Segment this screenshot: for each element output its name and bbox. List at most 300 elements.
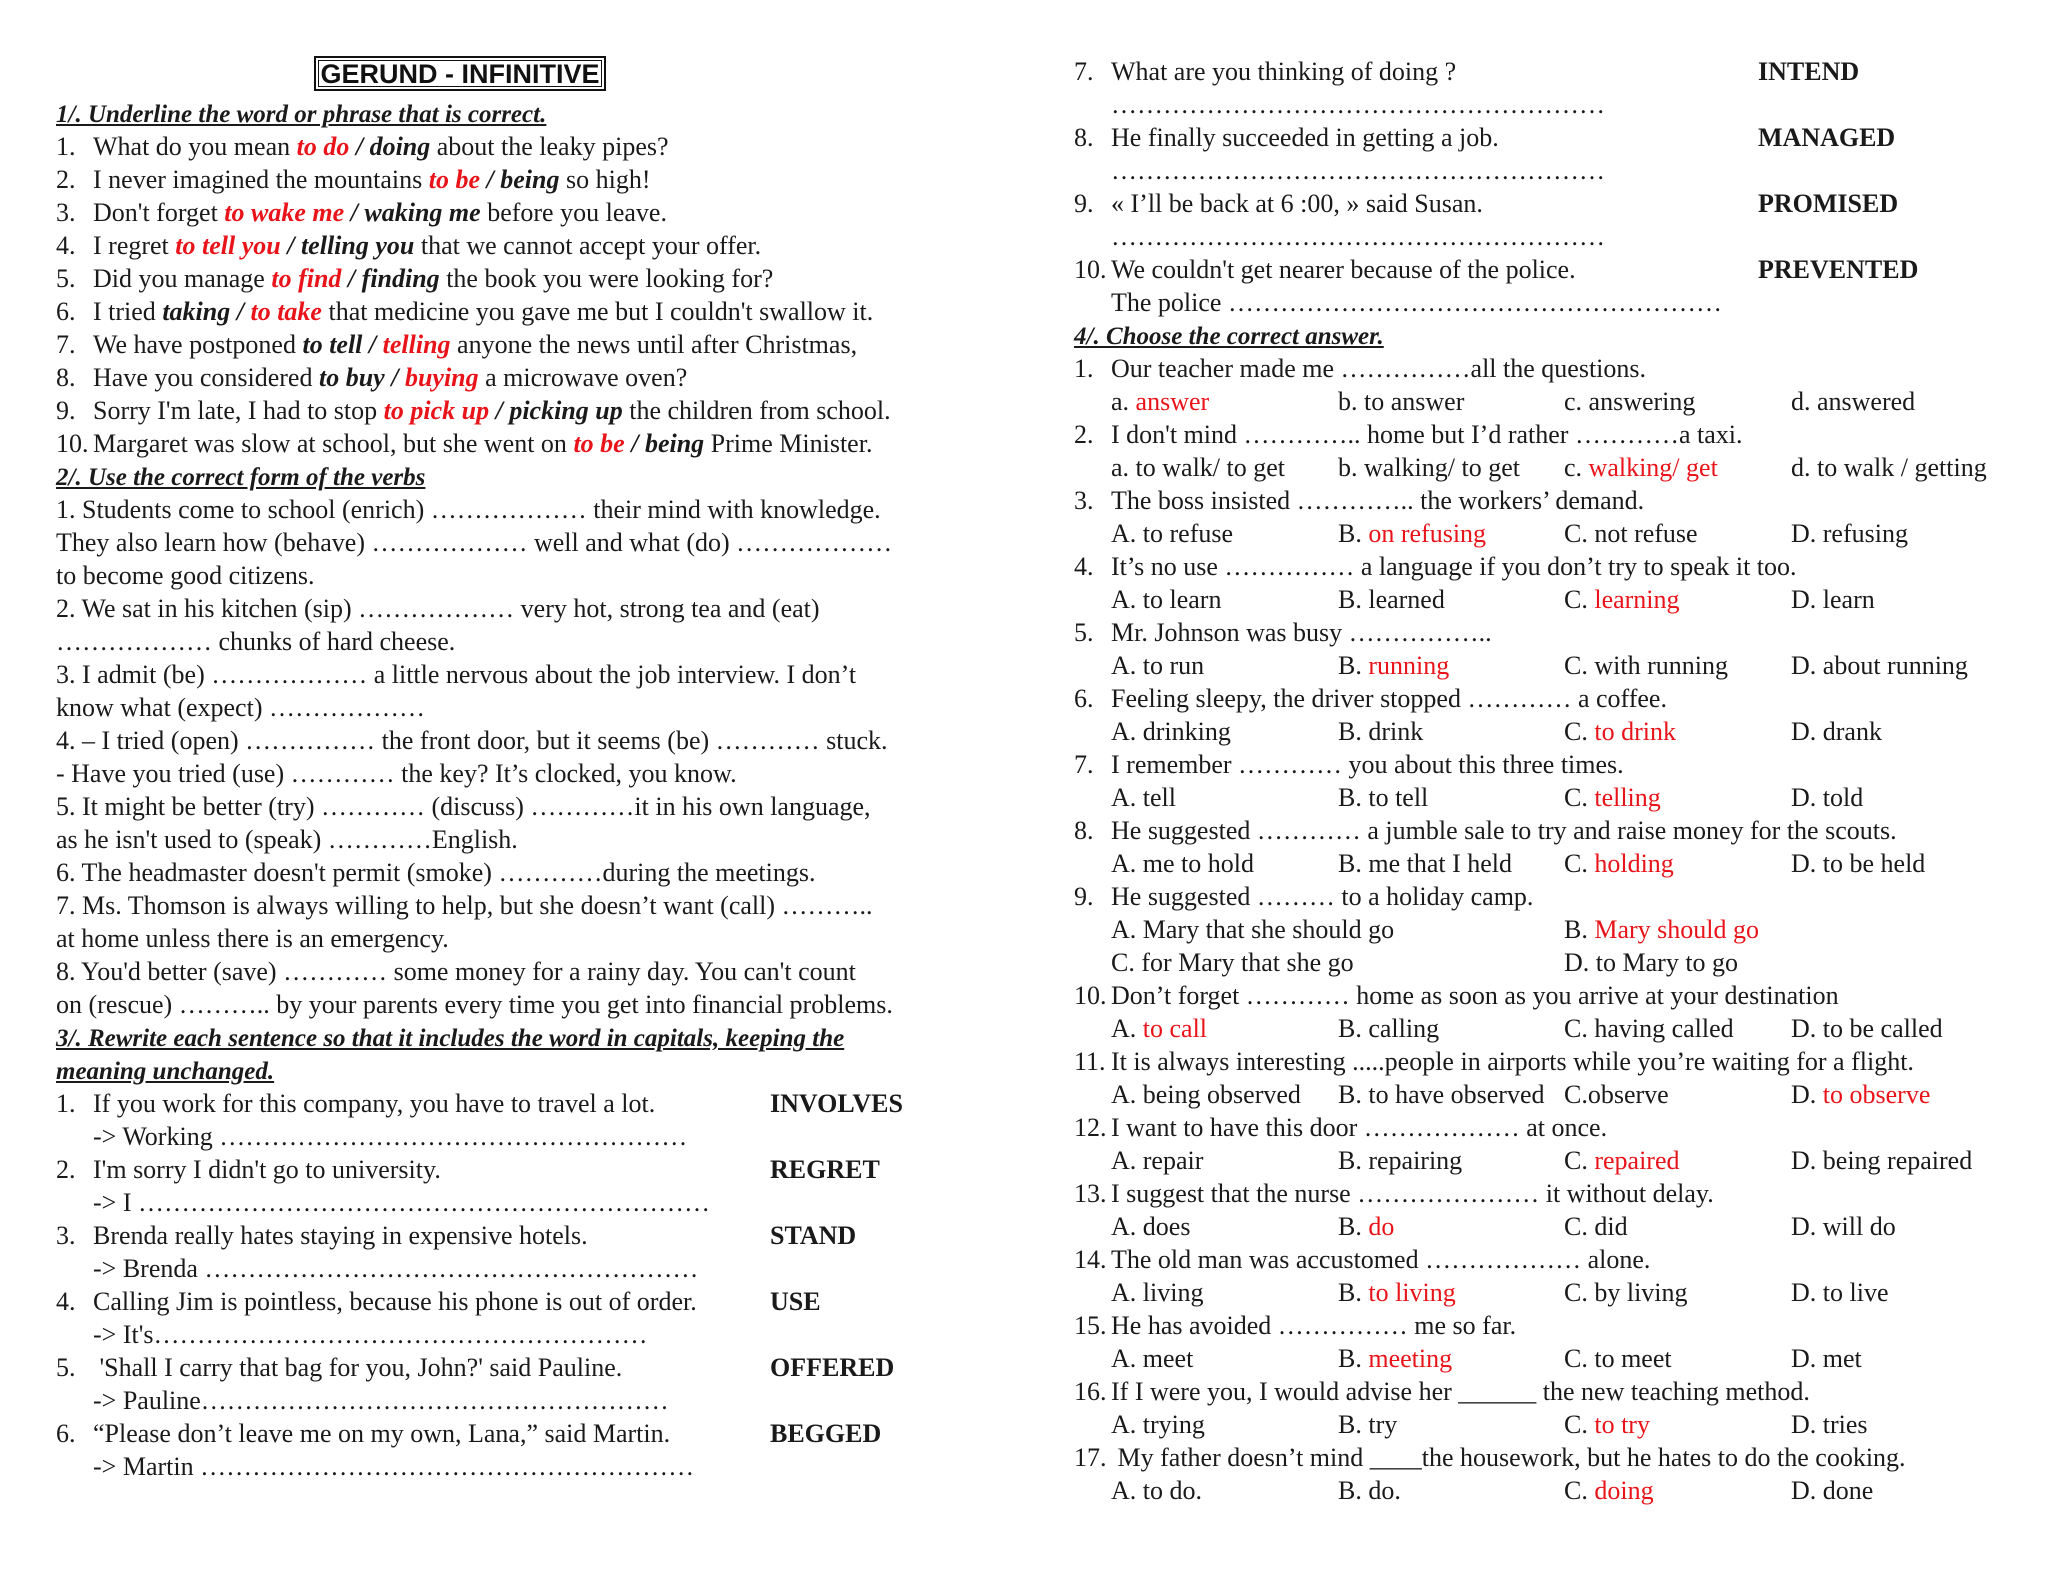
text-line [56, 1089, 655, 1119]
text-line [1074, 1113, 1607, 1143]
answer-blank: The police ………………………………………………… [1111, 288, 1722, 317]
option-text: D. drank [1791, 717, 1882, 746]
text-line [56, 561, 314, 591]
answer-option [1791, 453, 1987, 483]
answer-blank: -> Martin ………………………………………………… [93, 1452, 695, 1481]
sentence-part: the book you were looking for? [439, 264, 774, 293]
answer-option [1791, 519, 1908, 549]
item-number: 7. [1074, 750, 1094, 779]
sentence-part: so high! [559, 165, 651, 194]
capital-keyword: OFFERED [770, 1353, 895, 1382]
question-text: I want to have this door ……………… at once. [1111, 1113, 1608, 1142]
option-text: A. to learn [1111, 585, 1222, 614]
section-4-heading: 4/. Choose the correct answer. [1074, 323, 1384, 350]
answer-option [1338, 387, 1464, 417]
text-line [1074, 1047, 1914, 1077]
item-number: 8. [1074, 123, 1094, 152]
answer-option [1791, 717, 1882, 747]
option-text: C.observe [1564, 1080, 1669, 1109]
correct-answer: repaired [1594, 1146, 1680, 1175]
answer-option [1791, 783, 1863, 813]
answer-option [1338, 1410, 1397, 1440]
option-text: D. refusing [1791, 519, 1908, 548]
option-text: A. does [1111, 1212, 1191, 1241]
option-separator: / [341, 264, 362, 293]
option-separator: / [480, 165, 501, 194]
answer-option [1111, 1476, 1202, 1506]
option-one: taking [162, 297, 231, 326]
option-text: A. trying [1111, 1410, 1205, 1439]
question-text: He suggested ……… to a holiday camp. [1111, 882, 1534, 911]
text-line [1074, 189, 1483, 219]
verb-exercise-line: at home unless there is an emergency. [56, 924, 449, 953]
answer-option [1564, 1146, 1680, 1176]
item-number: 16. [1074, 1377, 1107, 1406]
correct-answer: on refusing [1368, 519, 1487, 548]
verb-exercise-line: ……………… chunks of hard cheese. [56, 627, 456, 656]
option-text: C. [1564, 1410, 1595, 1439]
verb-exercise-line: They also learn how (behave) ……………… well and what (do) ……………… [56, 528, 893, 557]
option-two: doing [369, 132, 431, 161]
item-number: 10. [1074, 255, 1107, 284]
text-line [1074, 1245, 1650, 1275]
option-text: c. answering [1564, 387, 1696, 416]
item-number: 3. [56, 198, 76, 227]
text-line [1074, 552, 1797, 582]
option-one: to buy [318, 363, 385, 392]
verb-exercise-line: 7. Ms. Thomson is always willing to help, but she doesn’t want (call) ……….. [56, 891, 873, 920]
rewrite-sentence: « I’ll be back at 6 :00, » said Susan. [1111, 189, 1483, 218]
item-number: 9. [56, 396, 76, 425]
option-two: waking me [364, 198, 481, 227]
option-text: B. do. [1338, 1476, 1401, 1505]
option-separator: / [362, 330, 383, 359]
option-text: D. to Mary to go [1564, 948, 1739, 977]
option-text: C. having called [1564, 1014, 1734, 1043]
answer-option [1564, 1278, 1688, 1308]
answer-blank: -> It's………………………………………………… [93, 1320, 648, 1349]
verb-exercise-line: 6. The headmaster doesn't permit (smoke) …………during the meetings. [56, 858, 816, 887]
option-text: C. to meet [1564, 1344, 1672, 1373]
exercise-1-item [56, 429, 872, 459]
item-number: 6. [56, 297, 76, 326]
answer-blank: -> Working ……………………………………………… [93, 1122, 688, 1151]
text-line [56, 660, 856, 690]
option-text: D. to be held [1791, 849, 1926, 878]
answer-option [1338, 1014, 1439, 1044]
text-line [93, 1254, 698, 1284]
answer-option [1111, 915, 1394, 945]
option-two: telling you [300, 231, 415, 260]
answer-option [1111, 948, 1354, 978]
option-text: C. not refuse [1564, 519, 1698, 548]
option-separator: / [489, 396, 510, 425]
item-number: 5. [56, 1353, 76, 1382]
capital-keyword: INVOLVES [770, 1089, 903, 1118]
answer-option [1111, 717, 1231, 747]
text-line [56, 990, 893, 1020]
text-line [56, 528, 892, 558]
text-line [1074, 750, 1624, 780]
text-line [1074, 354, 1646, 384]
option-text: D. about running [1791, 651, 1968, 680]
option-text: A. meet [1111, 1344, 1194, 1373]
option-text: D. being repaired [1791, 1146, 1973, 1175]
text-line [56, 891, 873, 921]
option-text: A. to run [1111, 651, 1205, 680]
sentence-part: Did you manage [93, 264, 272, 293]
option-text: D. learn [1791, 585, 1875, 614]
item-number: 2. [56, 165, 76, 194]
answer-option [1564, 453, 1718, 483]
answer-option [1111, 1344, 1193, 1374]
correct-answer: to call [1142, 1014, 1208, 1043]
option-text: B. [1338, 519, 1369, 548]
option-separator: / [344, 198, 365, 227]
question-text: He suggested ………… a jumble sale to try and raise money for the scouts. [1111, 816, 1897, 845]
option-text: C. [1564, 783, 1595, 812]
text-line [56, 99, 546, 130]
answer-option [1791, 1014, 1943, 1044]
item-number: 8. [1074, 816, 1094, 845]
answer-option [1791, 1146, 1972, 1176]
answer-option [1564, 585, 1680, 615]
answer-option [1338, 783, 1428, 813]
answer-option [1111, 387, 1209, 417]
option-two: telling [382, 330, 451, 359]
text-line [56, 825, 518, 855]
text-line [56, 858, 815, 888]
rewrite-sentence: Calling Jim is pointless, because his phone is out of order. [93, 1287, 697, 1316]
exercise-1-item [56, 198, 667, 228]
question-text: It’s no use …………… a language if you don’t try to speak it too. [1111, 552, 1797, 581]
option-text: A. drinking [1111, 717, 1231, 746]
text-line [1074, 57, 1456, 87]
sentence-part: that we cannot accept your offer. [414, 231, 762, 260]
option-text: A. being observed [1111, 1080, 1301, 1109]
answer-option [1111, 1278, 1203, 1308]
sentence-part: the children from school. [622, 396, 891, 425]
option-text: A. to do. [1111, 1476, 1202, 1505]
text-line [1074, 255, 1576, 285]
item-number: 2. [1074, 420, 1094, 449]
answer-option [1338, 1146, 1462, 1176]
text-line [93, 1386, 669, 1416]
option-text: D. to live [1791, 1278, 1889, 1307]
verb-exercise-line: 1. Students come to school (enrich) ……………… their mind with knowledge. [56, 495, 881, 524]
answer-blank: ………………………………………………… [1111, 156, 1605, 185]
correct-answer: doing [1594, 1476, 1654, 1505]
item-number: 1. [56, 1089, 76, 1118]
option-one: to be [428, 165, 481, 194]
answer-option [1791, 1410, 1868, 1440]
correct-answer: learning [1594, 585, 1680, 614]
option-one: to wake me [224, 198, 345, 227]
option-text: D. to be called [1791, 1014, 1943, 1043]
verb-exercise-line: 3. I admit (be) ……………… a little nervous about the job interview. I don’t [56, 660, 857, 689]
correct-answer: holding [1594, 849, 1674, 878]
item-number: 6. [56, 1419, 76, 1448]
text-line [93, 1452, 694, 1482]
option-two: picking up [509, 396, 623, 425]
capital-keyword: BEGGED [770, 1419, 882, 1448]
option-text: A. Mary that she should go [1111, 915, 1395, 944]
text-line [56, 1056, 274, 1087]
option-separator: / [349, 132, 370, 161]
answer-option [1338, 585, 1445, 615]
answer-option [1791, 387, 1915, 417]
answer-option [1564, 717, 1676, 747]
text-line [56, 1155, 441, 1185]
sentence-part: I never imagined the mountains [93, 165, 429, 194]
text-line [56, 627, 455, 657]
item-number: 1. [1074, 354, 1094, 383]
answer-option [1338, 1212, 1394, 1242]
answer-option [1338, 849, 1512, 879]
capital-keyword: STAND [770, 1221, 857, 1250]
text-line [93, 1320, 648, 1350]
text-line [56, 1221, 588, 1251]
option-text: c. [1564, 453, 1589, 482]
answer-option [1791, 1278, 1889, 1308]
correct-answer: running [1368, 651, 1450, 680]
option-separator: / [384, 363, 405, 392]
correct-answer: to observe [1822, 1080, 1931, 1109]
answer-blank: ………………………………………………… [1111, 90, 1605, 119]
option-text: D. [1791, 1080, 1823, 1109]
option-text: C. with running [1564, 651, 1728, 680]
sentence-part: a microwave oven? [478, 363, 688, 392]
option-text: B. to have observed [1338, 1080, 1545, 1109]
answer-option [1338, 651, 1449, 681]
option-two: being [500, 165, 560, 194]
item-number: 6. [1074, 684, 1094, 713]
item-number: 10. [56, 429, 89, 458]
text-line [1111, 156, 1605, 186]
verb-exercise-line: to become good citizens. [56, 561, 315, 590]
exercise-1-item [56, 165, 650, 195]
verb-exercise-line: 8. You'd better (save) ………… some money for a rainy day. You can't count [56, 957, 856, 986]
text-line [56, 594, 820, 624]
text-line [56, 495, 881, 525]
answer-blank: -> Brenda ………………………………………………… [93, 1254, 699, 1283]
question-text: The old man was accustomed ……………… alone. [1111, 1245, 1651, 1274]
sentence-part: We have postponed [93, 330, 303, 359]
sentence-part: What do you mean [93, 132, 297, 161]
answer-option [1564, 849, 1674, 879]
sentence-part: Sorry I'm late, I had to stop [93, 396, 384, 425]
question-text: Our teacher made me ……………all the questions. [1111, 354, 1647, 383]
question-text: I suggest that the nurse ………………… it without delay. [1111, 1179, 1714, 1208]
option-separator: / [624, 429, 645, 458]
verb-exercise-line: on (rescue) ……….. by your parents every time you get into financial problems. [56, 990, 893, 1019]
question-text: Don’t forget ………… home as soon as you arrive at your destination [1111, 981, 1839, 1010]
option-text: d. to walk / getting [1791, 453, 1987, 482]
question-text: He has avoided …………… me so far. [1111, 1311, 1517, 1340]
question-text: I remember ………… you about this three times. [1111, 750, 1624, 779]
item-number: 9. [1074, 189, 1094, 218]
rewrite-sentence: 'Shall I carry that bag for you, John?' said Pauline. [93, 1353, 623, 1382]
capital-keyword: USE [770, 1287, 821, 1316]
option-one: to do [296, 132, 350, 161]
capital-keyword: REGRET [770, 1155, 880, 1184]
option-two: to take [250, 297, 322, 326]
option-text: B. repairing [1338, 1146, 1463, 1175]
exercise-1-item [56, 297, 873, 327]
answer-option [1338, 1080, 1545, 1110]
answer-blank: ………………………………………………… [1111, 222, 1605, 251]
text-line [56, 1287, 697, 1317]
option-text: A. tell [1111, 783, 1176, 812]
item-number: 4. [1074, 552, 1094, 581]
question-text: The boss insisted ………….. the workers’ demand. [1111, 486, 1645, 515]
option-text: B. [1338, 1344, 1369, 1373]
answer-option [1338, 1476, 1401, 1506]
section-3-heading-cont: meaning unchanged. [56, 1058, 275, 1085]
text-line [1074, 1443, 1906, 1473]
text-line [56, 924, 449, 954]
text-line [1074, 123, 1499, 153]
answer-option [1338, 717, 1423, 747]
answer-option [1564, 651, 1728, 681]
exercise-1-item [56, 330, 857, 360]
item-number: 1. [56, 132, 76, 161]
verb-exercise-line: 5. It might be better (try) ………… (discuss) …………it in his own language, [56, 792, 871, 821]
sentence-part: Margaret was slow at school, but she went on [93, 429, 574, 458]
option-text: C. [1564, 717, 1595, 746]
item-number: 15. [1074, 1311, 1107, 1340]
answer-option [1564, 1476, 1654, 1506]
option-text: D. tries [1791, 1410, 1868, 1439]
sentence-part: I regret [93, 231, 176, 260]
text-line [1074, 684, 1667, 714]
answer-option [1564, 1212, 1628, 1242]
option-text: C. by living [1564, 1278, 1688, 1307]
option-text: B. [1564, 915, 1595, 944]
answer-option [1111, 1212, 1190, 1242]
question-text: I don't mind ………….. home but I’d rather …………a taxi. [1111, 420, 1743, 449]
item-number: 10. [1074, 981, 1107, 1010]
item-number: 3. [1074, 486, 1094, 515]
option-text: D. told [1791, 783, 1864, 812]
item-number: 4. [56, 1287, 76, 1316]
option-separator: / [280, 231, 301, 260]
verb-exercise-line: - Have you tried (use) ………… the key? It’s clocked, you know. [56, 759, 737, 788]
correct-answer: Mary should go [1594, 915, 1760, 944]
sentence-part: Prime Minister. [704, 429, 873, 458]
option-text: a. [1111, 387, 1136, 416]
answer-option [1791, 651, 1968, 681]
item-number: 8. [56, 363, 76, 392]
text-line [1111, 90, 1605, 120]
item-number: 5. [1074, 618, 1094, 647]
answer-option [1111, 1080, 1301, 1110]
answer-option [1338, 453, 1520, 483]
option-text: B. calling [1338, 1014, 1440, 1043]
answer-option [1111, 849, 1254, 879]
rewrite-sentence: He finally succeeded in getting a job. [1111, 123, 1499, 152]
option-text: C. for Mary that she go [1111, 948, 1354, 977]
question-text: Mr. Johnson was busy …………….. [1111, 618, 1492, 647]
option-text: b. to answer [1338, 387, 1465, 416]
exercise-1-item [56, 132, 669, 162]
answer-option [1564, 915, 1759, 945]
text-line [56, 693, 425, 723]
verb-exercise-line: know what (expect) ……………… [56, 693, 425, 722]
answer-option [1791, 849, 1925, 879]
item-number: 13. [1074, 1179, 1107, 1208]
answer-option [1791, 1476, 1873, 1506]
answer-blank: -> I ………………………………………………………… [93, 1188, 710, 1217]
option-text: B. [1338, 651, 1369, 680]
answer-option [1564, 1014, 1734, 1044]
rewrite-sentence: I'm sorry I didn't go to university. [93, 1155, 441, 1184]
answer-option [1791, 1344, 1862, 1374]
option-text: a. to walk/ to get [1111, 453, 1286, 482]
rewrite-sentence: What are you thinking of doing ? [1111, 57, 1457, 86]
text-line [56, 1353, 622, 1383]
section-3-heading: 3/. Rewrite each sentence so that it includes the word in capitals, keeping the [56, 1025, 845, 1052]
option-text: C. [1564, 1476, 1595, 1505]
text-line [1074, 1377, 1810, 1407]
correct-answer: meeting [1368, 1344, 1453, 1373]
item-number: 12. [1074, 1113, 1107, 1142]
text-line [1074, 321, 1384, 352]
option-one: to tell you [175, 231, 281, 260]
correct-answer: walking/ get [1588, 453, 1718, 482]
option-text: A. me to hold [1111, 849, 1254, 878]
option-text: A. [1111, 1014, 1143, 1043]
text-line [93, 1122, 687, 1152]
option-two: buying [404, 363, 479, 392]
text-line [56, 1419, 670, 1449]
option-text: B. to tell [1338, 783, 1429, 812]
text-line [1074, 618, 1492, 648]
text-line [1074, 1311, 1516, 1341]
option-text: B. drink [1338, 717, 1424, 746]
item-number: 9. [1074, 882, 1094, 911]
sentence-part: Have you considered [93, 363, 319, 392]
sentence-part: before you leave. [480, 198, 667, 227]
section-1-heading: 1/. Underline the word or phrase that is correct. [56, 101, 547, 128]
question-text: If I were you, I would advise her ______ the new teaching method. [1111, 1377, 1810, 1406]
answer-option [1564, 783, 1661, 813]
answer-option [1111, 1410, 1205, 1440]
item-number: 17. [1074, 1443, 1107, 1472]
rewrite-sentence: “Please don’t leave me on my own, Lana,” said Martin. [93, 1419, 671, 1448]
item-number: 11. [1074, 1047, 1106, 1076]
item-number: 7. [56, 330, 76, 359]
item-number: 3. [56, 1221, 76, 1250]
text-line [56, 792, 871, 822]
sentence-part: I tried [93, 297, 163, 326]
text-line [56, 726, 888, 756]
option-text: d. answered [1791, 387, 1916, 416]
text-line [1074, 420, 1742, 450]
capital-keyword: INTEND [1758, 57, 1860, 86]
answer-option [1111, 453, 1285, 483]
option-text: D. will do [1791, 1212, 1896, 1241]
question-text: Feeling sleepy, the driver stopped ………… a coffee. [1111, 684, 1667, 713]
text-line [1111, 222, 1605, 252]
option-text: B. [1338, 1212, 1369, 1241]
answer-option [1564, 1080, 1669, 1110]
exercise-1-item [56, 264, 773, 294]
option-one: to find [271, 264, 342, 293]
answer-option [1791, 1212, 1896, 1242]
answer-option [1111, 651, 1204, 681]
answer-option [1791, 585, 1875, 615]
